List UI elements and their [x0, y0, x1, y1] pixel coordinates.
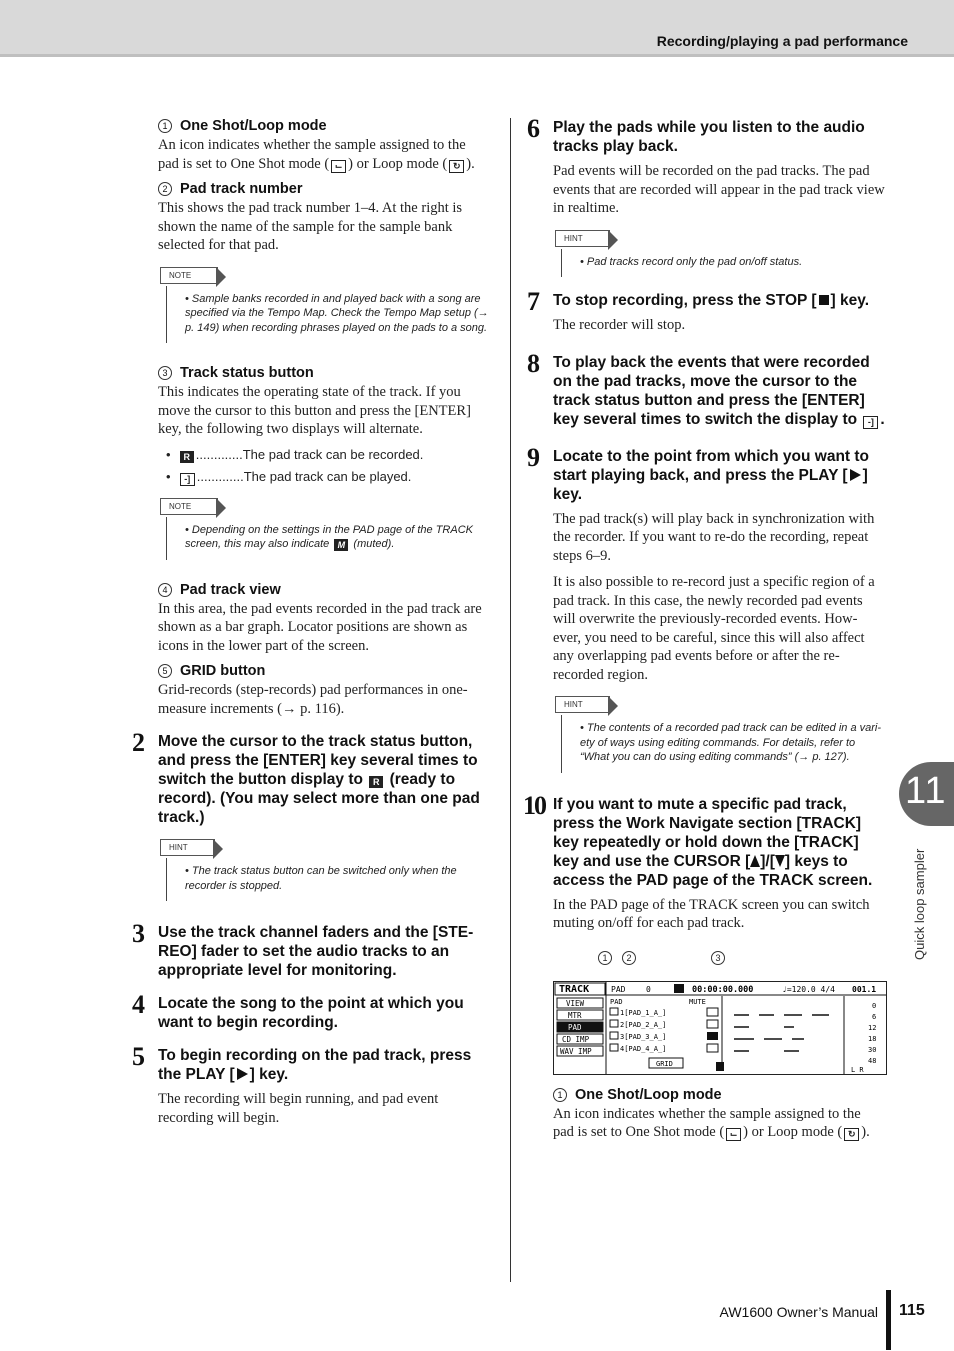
- item-heading: 5 GRID button: [158, 663, 490, 679]
- lcd-meter: [851, 1002, 876, 1074]
- step-4: 4 Locate the song to the point at which you want to begin recording.: [132, 990, 464, 1031]
- hint-callout: HINT • The track status button can be switched only when the recorder is stopped.: [158, 837, 490, 901]
- one-shot-icon: ⌙: [331, 160, 346, 173]
- hint-tag: HINT: [555, 230, 610, 247]
- cursor-up-icon: [750, 855, 760, 867]
- svg-text:2[PAD_2_A_]: 2[PAD_2_A_]: [620, 1020, 667, 1029]
- note-callout: NOTE • Sample banks recorded in and played back with a song are specified via the Tempo Map. Check the Tempo Map setup (→ p. 149) when recording phrases played on the pads to a song.: [158, 265, 490, 344]
- mute-icon: M: [334, 539, 348, 551]
- bullet-row: • -] .............The pad track can be played.: [166, 468, 412, 484]
- step-5: 5 To begin recording on the pad track, press the PLAY [ ] key.: [132, 1042, 472, 1083]
- step-text: The recorder will stop.: [553, 317, 686, 333]
- item-heading: 2 Pad track number: [158, 181, 490, 197]
- chapter-label: Quick loop sampler: [912, 848, 927, 960]
- item-heading: 1 One Shot/Loop mode: [158, 118, 490, 134]
- one-shot-icon: ⌙: [726, 1128, 741, 1141]
- svg-text:6: 6: [872, 1012, 877, 1021]
- svg-text:0: 0: [872, 1001, 877, 1010]
- step-9: 9 Locate to the point from which you want to start playing back, and press the PLAY [ ] key.: [527, 442, 870, 503]
- step-text: The recording will begin running, and pad event recording will begin.: [158, 1091, 439, 1126]
- svg-text:PAD: PAD: [610, 997, 623, 1006]
- callout-2: 2: [622, 951, 636, 965]
- footer-rule: [886, 1290, 891, 1350]
- svg-text:48: 48: [868, 1056, 877, 1065]
- bullet-row: • R .............The pad track can be recorded.: [166, 446, 424, 462]
- svg-text:L R: L R: [851, 1065, 864, 1074]
- svg-text:PAD: PAD: [568, 1022, 582, 1032]
- item-text: An icon indicates whether the sample assigned to the pad is set to One Shot mode ( ⌙ ) or Loop mode ( ↻ ).: [553, 1105, 870, 1140]
- right-column: [523, 114, 885, 1150]
- record-ready-icon: R: [180, 451, 194, 463]
- stop-icon: [819, 295, 829, 305]
- header-rule: [0, 54, 954, 57]
- item-heading: 3 Track status button: [158, 365, 490, 381]
- hint-tag: HINT: [160, 839, 215, 856]
- svg-text:GRID: GRID: [656, 1059, 673, 1068]
- svg-text:4[PAD_4_A_]: 4[PAD_4_A_]: [620, 1044, 667, 1053]
- step-text: The pad track(s) will play back in synchronization with the recorder. If you want to re-do the recording, repeat steps 6–9.: [553, 510, 875, 564]
- item-text: This indicates the operating state of the track. If you move the cursor to this button and press the [ENTER] key, the following two displays will alternate.: [158, 384, 471, 437]
- chapter-number: 11: [905, 770, 947, 812]
- step-8: 8 To play back the events that were recorded on the pad tracks, move the cursor to the track status button and press the [ENTER] key several times to switch the display to -] .: [527, 348, 885, 428]
- svg-text:12: 12: [868, 1023, 877, 1032]
- note-tag: NOTE: [160, 267, 218, 284]
- svg-text:CD IMP: CD IMP: [562, 1034, 590, 1044]
- svg-text:♩=120.0 4/4: ♩=120.0 4/4: [782, 984, 835, 994]
- note-callout: NOTE • Depending on the settings in the PAD page of the TRACK screen, this may also indicate M (muted).: [158, 496, 490, 560]
- lcd-title: TRACK: [559, 983, 590, 995]
- hint-callout: HINT • Pad tracks record only the pad on/off status.: [553, 228, 885, 278]
- hint-callout: HINT • The contents of a recorded pad track can be edited in a vari-ety of ways using editing commands. For details, refer to “What you can do using editing commands” (→ p. 127).: [553, 694, 885, 773]
- screen-callouts: [553, 951, 885, 967]
- footer-manual-title: AW1600 Owner’s Manual: [719, 1304, 878, 1320]
- step-6: 6 Play the pads while you listen to the audio tracks play back.: [527, 114, 865, 155]
- svg-text:VIEW: VIEW: [566, 998, 585, 1008]
- svg-text:001.1: 001.1: [852, 984, 877, 994]
- item-text: In this area, the pad events recorded in the pad track are shown as a bar graph. Locator positions are shown as icons in the lower part of the screen.: [158, 600, 482, 654]
- svg-text:30: 30: [868, 1045, 877, 1054]
- hint-tag: HINT: [555, 696, 610, 713]
- cursor-down-icon: [775, 855, 785, 867]
- play-status-icon: -]: [180, 473, 195, 486]
- item-text: An icon indicates whether the sample assigned to the pad is set to One Shot mode ( ⌙ ) or Loop mode ( ↻ ).: [158, 137, 475, 172]
- step-3: 3 Use the track channel faders and the [STE-REO] fader to set the audio tracks to an appropriate level for monitoring.: [132, 919, 474, 979]
- svg-text:PAD: PAD: [611, 984, 626, 994]
- loop-icon: ↻: [449, 160, 464, 173]
- step-text: In the PAD page of the TRACK screen you can switch muting on/off for each pad track.: [553, 896, 870, 931]
- item-text: Grid-records (step-records) pad performances in one-measure increments (→ p. 116).: [158, 682, 468, 717]
- callout-3: 3: [711, 951, 725, 965]
- note-tag: NOTE: [160, 498, 218, 515]
- svg-text:WAV IMP: WAV IMP: [560, 1046, 592, 1056]
- lcd-status-buttons: [707, 1008, 718, 1052]
- left-column: [132, 118, 490, 1135]
- item-heading: 1 One Shot/Loop mode: [553, 1087, 885, 1103]
- page-number: 115: [899, 1302, 925, 1319]
- svg-text:MUTE: MUTE: [689, 997, 706, 1006]
- lcd-graphics: [554, 982, 886, 1074]
- running-header: Recording/playing a pad performance: [656, 33, 908, 49]
- lcd-pad-bars: [734, 1015, 829, 1051]
- step-10: 10 If you want to mute a specific pad track, press the Work Navigate section [TRACK] key repeatedly or hold down the [TRACK] key and use the CURSOR [ ]/[ ] keys to access the PAD page of the TRACK screen.: [523, 790, 873, 889]
- item-text: This shows the pad track number 1–4. At the right is shown the name of the sample for the sample bank selected for that pad.: [158, 200, 463, 253]
- svg-text:0: 0: [646, 984, 651, 994]
- svg-text:18: 18: [868, 1034, 877, 1043]
- step-text: Pad events will be recorded on the pad tracks. The pad events that are recorded will appear in the pad track view in realtime.: [553, 163, 885, 216]
- lcd-screen: [553, 981, 887, 1075]
- step-text: It is also possible to re-record just a specific region of a pad track. In this case, the newly recorded pad events will overwrite the previously-recorded events. How-ever, you need to be careful, since this will also affect any overlapping pad events before or after the re-recorded region.: [553, 574, 875, 683]
- svg-text:MTR: MTR: [568, 1010, 582, 1020]
- play-icon: [850, 469, 861, 481]
- svg-text:1[PAD_1_A_]: 1[PAD_1_A_]: [620, 1008, 667, 1017]
- callout-1: 1: [598, 951, 612, 965]
- column-divider: [510, 118, 511, 1282]
- step-2: 2 Move the cursor to the track status button, and press the [ENTER] key several times to switch the button display to R (ready to record). (You may select more than one pad track.): [132, 728, 480, 826]
- loop-icon: ↻: [844, 1128, 859, 1141]
- lcd-rows: [610, 1008, 666, 1053]
- svg-text:00:00:00.000: 00:00:00.000: [692, 984, 754, 995]
- step-7: 7 To stop recording, press the STOP [ ] key.: [527, 287, 870, 316]
- record-ready-icon: R: [369, 776, 383, 788]
- play-icon: [237, 1068, 248, 1080]
- play-status-icon: -]: [863, 416, 878, 429]
- item-heading: 4 Pad track view: [158, 582, 490, 598]
- svg-text:3[PAD_3_A_]: 3[PAD_3_A_]: [620, 1032, 667, 1041]
- lcd-menu: [557, 998, 603, 1056]
